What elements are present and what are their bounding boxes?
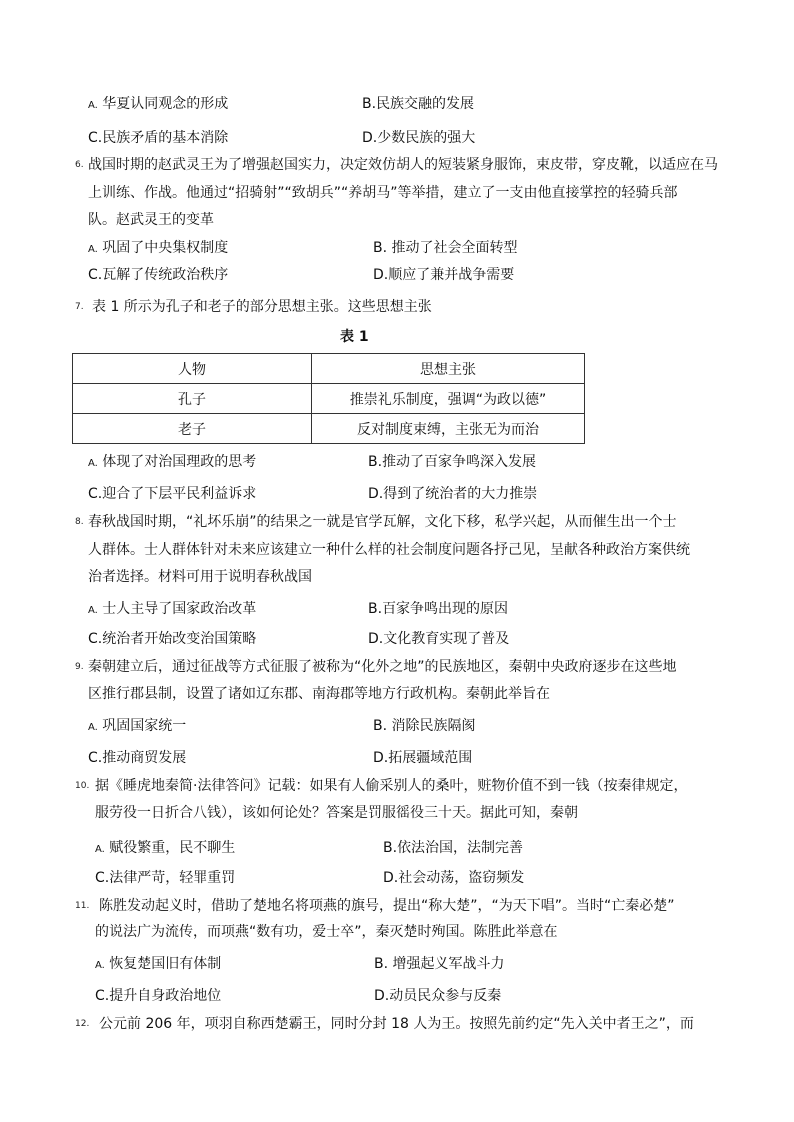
option-b: B.依法治国，法制完善 xyxy=(383,840,524,856)
option-c: C.统治者开始改变治国策略 xyxy=(88,631,257,647)
option-d: D.拓展疆域范围 xyxy=(373,750,473,766)
option-d: D.社会动荡，盗窃频发 xyxy=(383,870,525,886)
table-cell: 老子 xyxy=(73,414,312,444)
table-row xyxy=(73,384,585,414)
table-header-row xyxy=(73,354,585,384)
question-text-line: 春秋战国时期，“礼坏乐崩”的结果之一就是官学瓦解，文化下移，私学兴起，从而催生出一个士 xyxy=(88,514,677,530)
question-number: 10. xyxy=(75,781,90,791)
option-b: B. 增强起义军战斗力 xyxy=(374,956,505,972)
question-text-line: 表 1 所示为孔子和老子的部分思想主张。这些思想主张 xyxy=(92,299,432,315)
option-c: C.迎合了下层平民利益诉求 xyxy=(88,486,257,502)
option-d: D.动员民众参与反秦 xyxy=(374,988,502,1004)
option-c: C.瓦解了传统政治秩序 xyxy=(88,267,229,283)
table-header-cell: 思想主张 xyxy=(312,354,585,384)
thought-table xyxy=(72,353,585,444)
option-a: A. 士人主导了国家政治改革 xyxy=(88,601,257,617)
question-text-line: 据《睡虎地秦简·法律答问》记载：如果有人偷采别人的桑叶，赃物价值不到一钱（按秦律规定， xyxy=(95,778,688,794)
question-text-line: 秦朝建立后，通过征战等方式征服了被称为“化外之地”的民族地区，秦朝中央政府逐步在这些地 xyxy=(88,659,677,675)
question-text-line: 战国时期的赵武灵王为了增强赵国实力，决定效仿胡人的短装紧身服饰，束皮带，穿皮靴，以适应在马 xyxy=(88,157,718,173)
option-c: C.法律严苛，轻罪重罚 xyxy=(95,870,236,886)
question-text-line: 服劳役一日折合八钱），该如何论处？答案是罚服徭役三十天。据此可知，秦朝 xyxy=(95,805,578,821)
option-b: B.推动了百家争鸣深入发展 xyxy=(368,454,537,470)
question-text-line: 公元前 206 年，项羽自称西楚霸王，同时分封 18 人为王。按照先前约定“先入关中者王之”，而 xyxy=(99,1016,694,1032)
question-text-line: 陈胜发动起义时，借助了楚地名将项燕的旗号，提出“称大楚”，“为天下唱”。当时“亡秦必楚” xyxy=(99,898,675,914)
question-text-line: 治者选择。材料可用于说明春秋战国 xyxy=(88,569,312,585)
question-number: 8. xyxy=(75,517,84,527)
option-a: A. 巩固了中央集权制度 xyxy=(88,240,229,256)
question-number: 7. xyxy=(75,302,84,312)
option-c: C.提升自身政治地位 xyxy=(95,988,222,1004)
question-number: 6. xyxy=(75,160,84,170)
option-d: D.顺应了兼并战争需要 xyxy=(373,267,515,283)
table-cell: 推崇礼乐制度，强调“为政以德” xyxy=(312,384,585,414)
option-a: A. 体现了对治国理政的思考 xyxy=(88,454,257,470)
question-text-line: 上训练、作战。他通过“招骑射”“致胡兵”“养胡马”等举措，建立了一支由他直接掌控的轻骑兵部 xyxy=(88,185,678,201)
question-text-line: 区推行郡县制，设置了诸如辽东郡、南海郡等地方行政机构。秦朝此举旨在 xyxy=(88,686,550,702)
option-d: D.文化教育实现了普及 xyxy=(368,631,510,647)
question-number: 11. xyxy=(75,901,90,911)
question-text-line: 的说法广为流传，而项燕“数有功，爱士卒”，秦灭楚时殉国。陈胜此举意在 xyxy=(95,924,558,940)
table-cell: 孔子 xyxy=(73,384,312,414)
option-a: A. 恢复楚国旧有体制 xyxy=(95,956,222,972)
option-a: A. 巩固国家统一 xyxy=(88,718,187,734)
option-b: B. 推动了社会全面转型 xyxy=(373,240,518,256)
question-text-line: 队。赵武灵王的变革 xyxy=(88,212,214,228)
option-a: A. 赋役繁重，民不聊生 xyxy=(95,840,236,856)
option-b: B.民族交融的发展 xyxy=(362,96,475,112)
option-d: D.得到了统治者的大力推崇 xyxy=(368,486,538,502)
question-number: 12. xyxy=(75,1019,90,1029)
table-header-cell: 人物 xyxy=(73,354,312,384)
option-c: C.推动商贸发展 xyxy=(88,750,187,766)
table-cell: 反对制度束缚，主张无为而治 xyxy=(312,414,585,444)
option-b: B. 消除民族隔阂 xyxy=(373,718,476,734)
table-caption: 表 1 xyxy=(340,329,369,345)
option-c: C.民族矛盾的基本消除 xyxy=(88,130,229,146)
question-number: 9. xyxy=(75,662,84,672)
table-row xyxy=(73,414,585,444)
option-d: D.少数民族的强大 xyxy=(362,130,476,146)
option-b: B.百家争鸣出现的原因 xyxy=(368,601,509,617)
question-text-line: 人群体。士人群体针对未来应该建立一种什么样的社会制度问题各抒己见，呈献各种政治方案供统 xyxy=(88,542,690,558)
option-a: A. 华夏认同观念的形成 xyxy=(88,96,229,112)
